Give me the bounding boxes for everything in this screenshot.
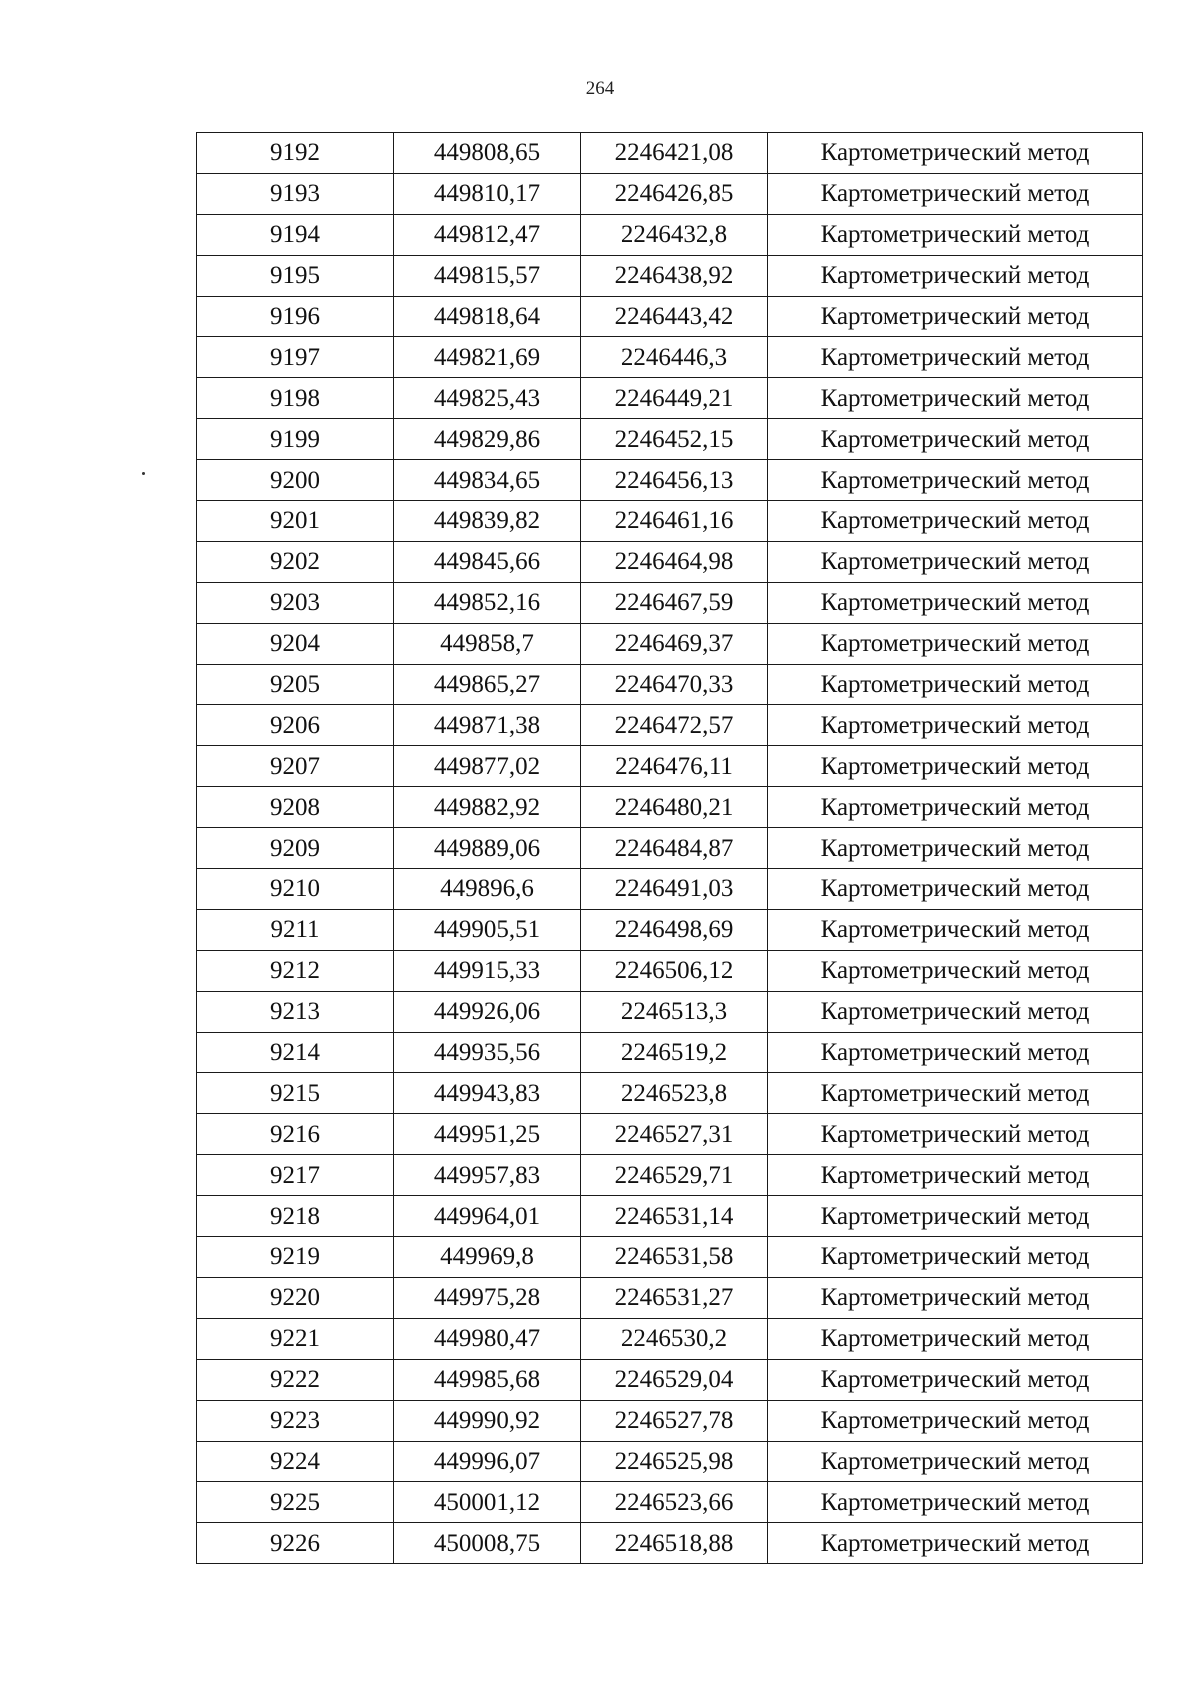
y-coordinate-cell: 2246484,87: [581, 828, 768, 869]
coordinates-table: [196, 132, 1143, 1564]
method-cell: Картометрический метод: [768, 623, 1143, 664]
y-coordinate-cell: 2246491,03: [581, 869, 768, 910]
method-cell: Картометрический метод: [768, 541, 1143, 582]
point-number-cell: 9203: [197, 582, 394, 623]
method-cell: Картометрический метод: [768, 296, 1143, 337]
y-coordinate-cell: 2246480,21: [581, 787, 768, 828]
table-row: [197, 501, 1143, 542]
y-coordinate-cell: 2246506,12: [581, 950, 768, 991]
table-row: [197, 541, 1143, 582]
method-cell: Картометрический метод: [768, 746, 1143, 787]
point-number-cell: 9222: [197, 1359, 394, 1400]
table-row: [197, 1196, 1143, 1237]
x-coordinate-cell: 449896,6: [394, 869, 581, 910]
point-number-cell: 9206: [197, 705, 394, 746]
x-coordinate-cell: 449926,06: [394, 991, 581, 1032]
point-number-cell: 9199: [197, 419, 394, 460]
y-coordinate-cell: 2246446,3: [581, 337, 768, 378]
table-row: [197, 460, 1143, 501]
x-coordinate-cell: 449951,25: [394, 1114, 581, 1155]
method-cell: Картометрический метод: [768, 255, 1143, 296]
x-coordinate-cell: 449810,17: [394, 173, 581, 214]
x-coordinate-cell: 449975,28: [394, 1277, 581, 1318]
point-number-cell: 9197: [197, 337, 394, 378]
x-coordinate-cell: 449905,51: [394, 909, 581, 950]
x-coordinate-cell: 449812,47: [394, 214, 581, 255]
point-number-cell: 9194: [197, 214, 394, 255]
x-coordinate-cell: 449852,16: [394, 582, 581, 623]
y-coordinate-cell: 2246527,78: [581, 1400, 768, 1441]
x-coordinate-cell: 449889,06: [394, 828, 581, 869]
table-row: [197, 1277, 1143, 1318]
table-row: [197, 173, 1143, 214]
table-row: [197, 991, 1143, 1032]
method-cell: Картометрический метод: [768, 1032, 1143, 1073]
method-cell: Картометрический метод: [768, 501, 1143, 542]
table-row: [197, 1237, 1143, 1278]
method-cell: Картометрический метод: [768, 378, 1143, 419]
table-row: [197, 705, 1143, 746]
x-coordinate-cell: 449815,57: [394, 255, 581, 296]
method-cell: Картометрический метод: [768, 828, 1143, 869]
y-coordinate-cell: 2246498,69: [581, 909, 768, 950]
method-cell: Картометрический метод: [768, 419, 1143, 460]
table-row: [197, 255, 1143, 296]
y-coordinate-cell: 2246432,8: [581, 214, 768, 255]
y-coordinate-cell: 2246438,92: [581, 255, 768, 296]
y-coordinate-cell: 2246469,37: [581, 623, 768, 664]
table-row: [197, 378, 1143, 419]
y-coordinate-cell: 2246456,13: [581, 460, 768, 501]
scan-speck: [142, 472, 145, 475]
table-row: [197, 746, 1143, 787]
point-number-cell: 9216: [197, 1114, 394, 1155]
point-number-cell: 9202: [197, 541, 394, 582]
point-number-cell: 9193: [197, 173, 394, 214]
y-coordinate-cell: 2246472,57: [581, 705, 768, 746]
point-number-cell: 9214: [197, 1032, 394, 1073]
y-coordinate-cell: 2246452,15: [581, 419, 768, 460]
method-cell: Картометрический метод: [768, 705, 1143, 746]
method-cell: Картометрический метод: [768, 664, 1143, 705]
coordinates-table-body: [197, 133, 1143, 1564]
y-coordinate-cell: 2246519,2: [581, 1032, 768, 1073]
method-cell: Картометрический метод: [768, 173, 1143, 214]
x-coordinate-cell: 450001,12: [394, 1482, 581, 1523]
point-number-cell: 9200: [197, 460, 394, 501]
table-row: [197, 1523, 1143, 1564]
table-row: [197, 950, 1143, 991]
x-coordinate-cell: 449915,33: [394, 950, 581, 991]
table-row: [197, 1155, 1143, 1196]
table-row: [197, 419, 1143, 460]
method-cell: Картометрический метод: [768, 1359, 1143, 1400]
table-row: [197, 133, 1143, 174]
x-coordinate-cell: 449834,65: [394, 460, 581, 501]
y-coordinate-cell: 2246531,58: [581, 1237, 768, 1278]
table-row: [197, 1441, 1143, 1482]
x-coordinate-cell: 449957,83: [394, 1155, 581, 1196]
y-coordinate-cell: 2246461,16: [581, 501, 768, 542]
x-coordinate-cell: 449818,64: [394, 296, 581, 337]
table-row: [197, 1359, 1143, 1400]
table-row: [197, 1482, 1143, 1523]
method-cell: Картометрический метод: [768, 1277, 1143, 1318]
y-coordinate-cell: 2246449,21: [581, 378, 768, 419]
table-row: [197, 909, 1143, 950]
method-cell: Картометрический метод: [768, 1114, 1143, 1155]
table-row: [197, 582, 1143, 623]
method-cell: Картометрический метод: [768, 133, 1143, 174]
x-coordinate-cell: 449829,86: [394, 419, 581, 460]
x-coordinate-cell: 449808,65: [394, 133, 581, 174]
y-coordinate-cell: 2246476,11: [581, 746, 768, 787]
y-coordinate-cell: 2246518,88: [581, 1523, 768, 1564]
point-number-cell: 9210: [197, 869, 394, 910]
point-number-cell: 9209: [197, 828, 394, 869]
method-cell: Картометрический метод: [768, 1073, 1143, 1114]
point-number-cell: 9204: [197, 623, 394, 664]
table-row: [197, 296, 1143, 337]
x-coordinate-cell: 449996,07: [394, 1441, 581, 1482]
y-coordinate-cell: 2246531,27: [581, 1277, 768, 1318]
method-cell: Картометрический метод: [768, 991, 1143, 1032]
y-coordinate-cell: 2246421,08: [581, 133, 768, 174]
x-coordinate-cell: 449821,69: [394, 337, 581, 378]
x-coordinate-cell: 449839,82: [394, 501, 581, 542]
y-coordinate-cell: 2246426,85: [581, 173, 768, 214]
method-cell: Картометрический метод: [768, 582, 1143, 623]
point-number-cell: 9219: [197, 1237, 394, 1278]
method-cell: Картометрический метод: [768, 950, 1143, 991]
y-coordinate-cell: 2246523,66: [581, 1482, 768, 1523]
x-coordinate-cell: 449882,92: [394, 787, 581, 828]
point-number-cell: 9192: [197, 133, 394, 174]
table-row: [197, 1032, 1143, 1073]
x-coordinate-cell: 449964,01: [394, 1196, 581, 1237]
method-cell: Картометрический метод: [768, 869, 1143, 910]
x-coordinate-cell: 449871,38: [394, 705, 581, 746]
point-number-cell: 9207: [197, 746, 394, 787]
method-cell: Картометрический метод: [768, 1523, 1143, 1564]
method-cell: Картометрический метод: [768, 214, 1143, 255]
x-coordinate-cell: 449877,02: [394, 746, 581, 787]
page-number: 264: [585, 78, 615, 99]
y-coordinate-cell: 2246470,33: [581, 664, 768, 705]
x-coordinate-cell: 449980,47: [394, 1318, 581, 1359]
table-row: [197, 787, 1143, 828]
method-cell: Картометрический метод: [768, 1441, 1143, 1482]
y-coordinate-cell: 2246530,2: [581, 1318, 768, 1359]
point-number-cell: 9201: [197, 501, 394, 542]
y-coordinate-cell: 2246527,31: [581, 1114, 768, 1155]
method-cell: Картометрический метод: [768, 909, 1143, 950]
method-cell: Картометрический метод: [768, 1237, 1143, 1278]
point-number-cell: 9223: [197, 1400, 394, 1441]
y-coordinate-cell: 2246443,42: [581, 296, 768, 337]
y-coordinate-cell: 2246464,98: [581, 541, 768, 582]
x-coordinate-cell: 449825,43: [394, 378, 581, 419]
y-coordinate-cell: 2246531,14: [581, 1196, 768, 1237]
point-number-cell: 9218: [197, 1196, 394, 1237]
point-number-cell: 9217: [197, 1155, 394, 1196]
y-coordinate-cell: 2246467,59: [581, 582, 768, 623]
table-row: [197, 869, 1143, 910]
point-number-cell: 9225: [197, 1482, 394, 1523]
x-coordinate-cell: 449865,27: [394, 664, 581, 705]
point-number-cell: 9224: [197, 1441, 394, 1482]
point-number-cell: 9213: [197, 991, 394, 1032]
table-row: [197, 828, 1143, 869]
x-coordinate-cell: 449943,83: [394, 1073, 581, 1114]
table-row: [197, 623, 1143, 664]
table-row: [197, 337, 1143, 378]
x-coordinate-cell: 449985,68: [394, 1359, 581, 1400]
table-row: [197, 1073, 1143, 1114]
method-cell: Картометрический метод: [768, 1196, 1143, 1237]
table-row: [197, 1318, 1143, 1359]
point-number-cell: 9221: [197, 1318, 394, 1359]
point-number-cell: 9198: [197, 378, 394, 419]
y-coordinate-cell: 2246529,71: [581, 1155, 768, 1196]
table-row: [197, 1400, 1143, 1441]
point-number-cell: 9215: [197, 1073, 394, 1114]
point-number-cell: 9226: [197, 1523, 394, 1564]
point-number-cell: 9212: [197, 950, 394, 991]
method-cell: Картометрический метод: [768, 1400, 1143, 1441]
method-cell: Картометрический метод: [768, 1155, 1143, 1196]
table-row: [197, 664, 1143, 705]
table-row: [197, 214, 1143, 255]
y-coordinate-cell: 2246523,8: [581, 1073, 768, 1114]
point-number-cell: 9211: [197, 909, 394, 950]
point-number-cell: 9205: [197, 664, 394, 705]
point-number-cell: 9208: [197, 787, 394, 828]
x-coordinate-cell: 449845,66: [394, 541, 581, 582]
method-cell: Картометрический метод: [768, 1318, 1143, 1359]
method-cell: Картометрический метод: [768, 1482, 1143, 1523]
table-row: [197, 1114, 1143, 1155]
y-coordinate-cell: 2246513,3: [581, 991, 768, 1032]
method-cell: Картометрический метод: [768, 787, 1143, 828]
x-coordinate-cell: 449969,8: [394, 1237, 581, 1278]
x-coordinate-cell: 449935,56: [394, 1032, 581, 1073]
method-cell: Картометрический метод: [768, 460, 1143, 501]
y-coordinate-cell: 2246529,04: [581, 1359, 768, 1400]
point-number-cell: 9195: [197, 255, 394, 296]
x-coordinate-cell: 449990,92: [394, 1400, 581, 1441]
x-coordinate-cell: 449858,7: [394, 623, 581, 664]
point-number-cell: 9196: [197, 296, 394, 337]
point-number-cell: 9220: [197, 1277, 394, 1318]
y-coordinate-cell: 2246525,98: [581, 1441, 768, 1482]
x-coordinate-cell: 450008,75: [394, 1523, 581, 1564]
method-cell: Картометрический метод: [768, 337, 1143, 378]
